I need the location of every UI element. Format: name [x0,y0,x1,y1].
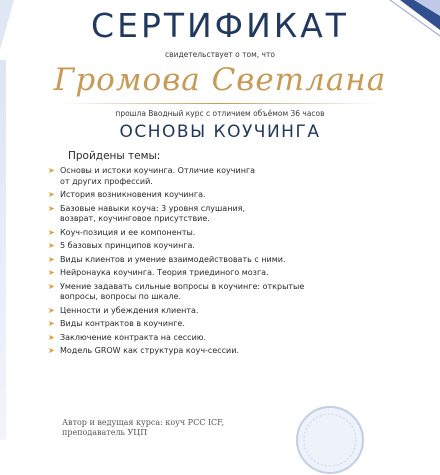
topic-item [48,306,388,317]
topic-item [48,333,388,344]
topic-text: Виды клиентов и умение взаимодействовать с ними. [60,254,286,264]
topic-text: 5 базовых принципов коучинга. [60,241,195,250]
topic-item [48,346,388,357]
arrow-bullet-icon: ➤ [48,254,55,264]
author-note: Автор и ведущая курса: коуч PCC ICF, преподаватель УЦП [62,418,224,437]
topic-item [48,204,388,225]
topic-item [48,228,388,239]
topic-text: Базовые навыки коуча: 3 уровня слушания, возврат, коучинговое присутствие. [60,203,245,223]
topic-item [48,255,388,266]
arrow-bullet-icon: ➤ [48,203,55,213]
arrow-bullet-icon: ➤ [48,166,55,175]
topic-text: Нейронаука коучинга. Теория триединого мозга. [60,268,269,277]
topics-header: Пройдены темы: [68,150,161,162]
arrow-bullet-icon: ➤ [48,346,55,355]
topic-text: Ценности и убеждения клиента. [60,305,199,315]
topic-item [48,268,388,279]
arrow-bullet-icon: ➤ [48,190,55,199]
name-underline [60,103,380,104]
course-description: прошла Вводный курс с отличием объёмом 36 часов [115,109,325,118]
arrow-bullet-icon: ➤ [48,305,55,315]
seal-icon [295,405,365,475]
topic-item [48,319,388,330]
topic-item [48,166,388,187]
recipient-name: Громова Светлана [53,62,387,98]
topics-list [48,166,388,360]
arrow-bullet-icon: ➤ [48,332,55,342]
topic-text: Заключение контракта на сессию. [60,332,207,342]
course-title: ОСНОВЫ КОУЧИНГА [119,122,321,142]
arrow-bullet-icon: ➤ [48,319,55,328]
certificate-subtitle: свидетельствует о том, что [165,50,275,59]
topic-text: Коуч-позиция и ее компоненты. [60,227,196,237]
topic-text: Основы и истоки коучинга. Отличие коучинга от других профессий. [60,166,256,186]
arrow-bullet-icon: ➤ [48,241,55,250]
topic-item [48,241,388,252]
topic-text: Умение задавать сильные вопросы в коучинге: открытые вопросы, вопросы по шкале. [60,281,305,301]
certificate-title: СЕРТИФИКАТ [91,6,349,45]
topic-text: Виды контрактов в коучинге. [60,319,185,328]
topic-item [48,282,388,303]
topic-item [48,190,388,201]
topic-text: Модель GROW как структура коуч-сессии. [60,346,239,355]
arrow-bullet-icon: ➤ [48,281,55,291]
arrow-bullet-icon: ➤ [48,268,55,277]
topic-text: История возникновения коучинга. [60,190,206,199]
arrow-bullet-icon: ➤ [48,227,55,237]
